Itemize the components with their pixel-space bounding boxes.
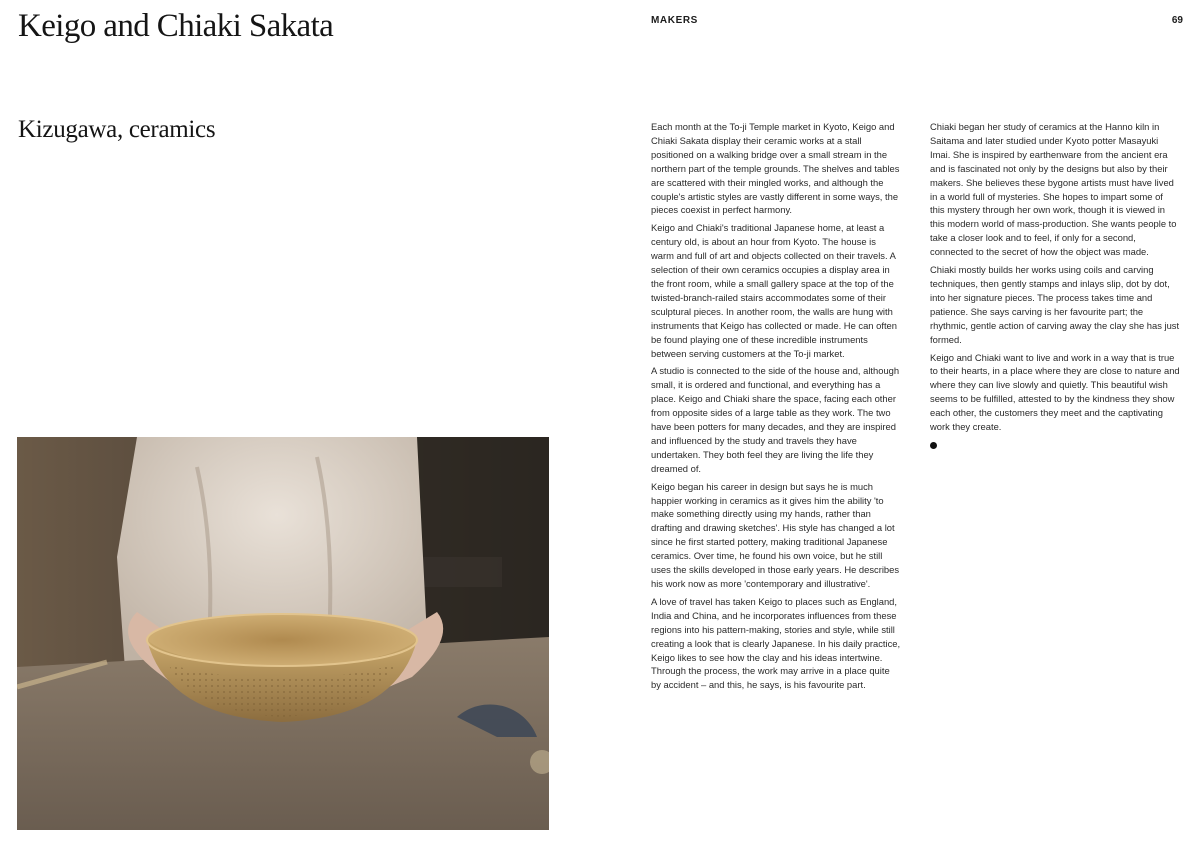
page-number: 69	[1171, 15, 1183, 26]
end-of-article-dot	[930, 442, 937, 449]
article-paragraph: Each month at the To-ji Temple market in Kyoto, Keigo and Chiaki Sakata display their ceramic works at a stall positioned on a walking bridge over a small stream in the northern part of the temple grounds. The shelves and tables are scattered with their mingled works, and although the couple's artistic styles are vastly different in some ways, the pieces coexist in perfect harmony.	[651, 121, 900, 216]
article-title: Keigo and Chiaki Sakata	[18, 8, 334, 44]
bowl-photo-illustration	[17, 437, 549, 830]
section-label: MAKERS	[651, 15, 698, 26]
article-paragraph: Keigo and Chiaki want to live and work in a way that is true to their hearts, in a place where they are close to nature and where they can live slowly and quietly. This beautiful wish seems to be fulfilled, attested to by the kindness they show each other, the customers they meet and the captivating work they create.	[930, 351, 1180, 433]
article-subtitle: Kizugawa, ceramics	[18, 116, 216, 143]
article-paragraph: Keigo and Chiaki's traditional Japanese home, at least a century old, is about an hour from Kyoto. The house is warm and full of art and objects collected on their travels. A selection of their own ceramics occupies a display area in the front room, while a small gallery space at the top of the twisted-branch-railed stairs accommodates some of their sculptural pieces. In another room, the walls are hung with instruments that Keigo has collected or made. He can often be found playing one of these incredible instruments between serving customers at the To-ji market.	[651, 222, 897, 359]
article-paragraph: Chiaki mostly builds her works using coils and carving techniques, then gently stamps and inlays slip, dot by dot, into her signature pieces. The process takes time and patience. She says carving is her favourite part; the rhythmic, gentle action of carving away the clay she has just formed.	[930, 264, 1180, 345]
article-paragraph: Chiaki began her study of ceramics at the Hanno kiln in Saitama and later studied under Kyoto potter Masayuki Imai. She is inspired by earthenware from the ancient era and is fascinated not only by the designs but also by their makers. She believes these bygone artists must have lived in a world full of mysteries. She hopes to impart some of this mystery through her own work, though it is viewed in this modern world of mass-production. She wants people to take a closer look and to feel, if only for a second, connected to the secret of how the object was made.	[930, 121, 1177, 258]
article-paragraph: A studio is connected to the side of the house and, although small, it is ordered and functional, and everything has a place. Keigo and Chiaki share the space, facing each other from opposite sides of a large table as they work. The two have been potters for many decades, and they are inspired and influenced by the study and travels they have undertaken. They both feel they are living the life they dreamed of.	[651, 365, 900, 474]
article-column-1	[651, 120, 901, 696]
article-column-2	[930, 120, 1180, 449]
article-paragraph: A love of travel has taken Keigo to places such as England, India and China, and he incorporates influences from these regions into his pattern-making, stories and style, while still creating a look that is clearly Japanese. In his daily practice, Keigo likes to see how the clay and his ideas intertwine. Through the process, the work may arrive in a place quite by accident – and this, he says, is his favourite part.	[651, 595, 901, 691]
article-paragraph: Keigo began his career in design but says he is much happier working in ceramics as it gives him the ability 'to make something directly using my hands, rather than drafting and drawing sketches'. His style has changed a lot since he first started pottery, making traditional Japanese ceramics. Over time, he found his own voice, but he still uses the skills developed in those early years. He describes his work now as more 'contemporary and illustrative'.	[651, 480, 900, 589]
ceramic-bowl-photo	[17, 437, 549, 830]
